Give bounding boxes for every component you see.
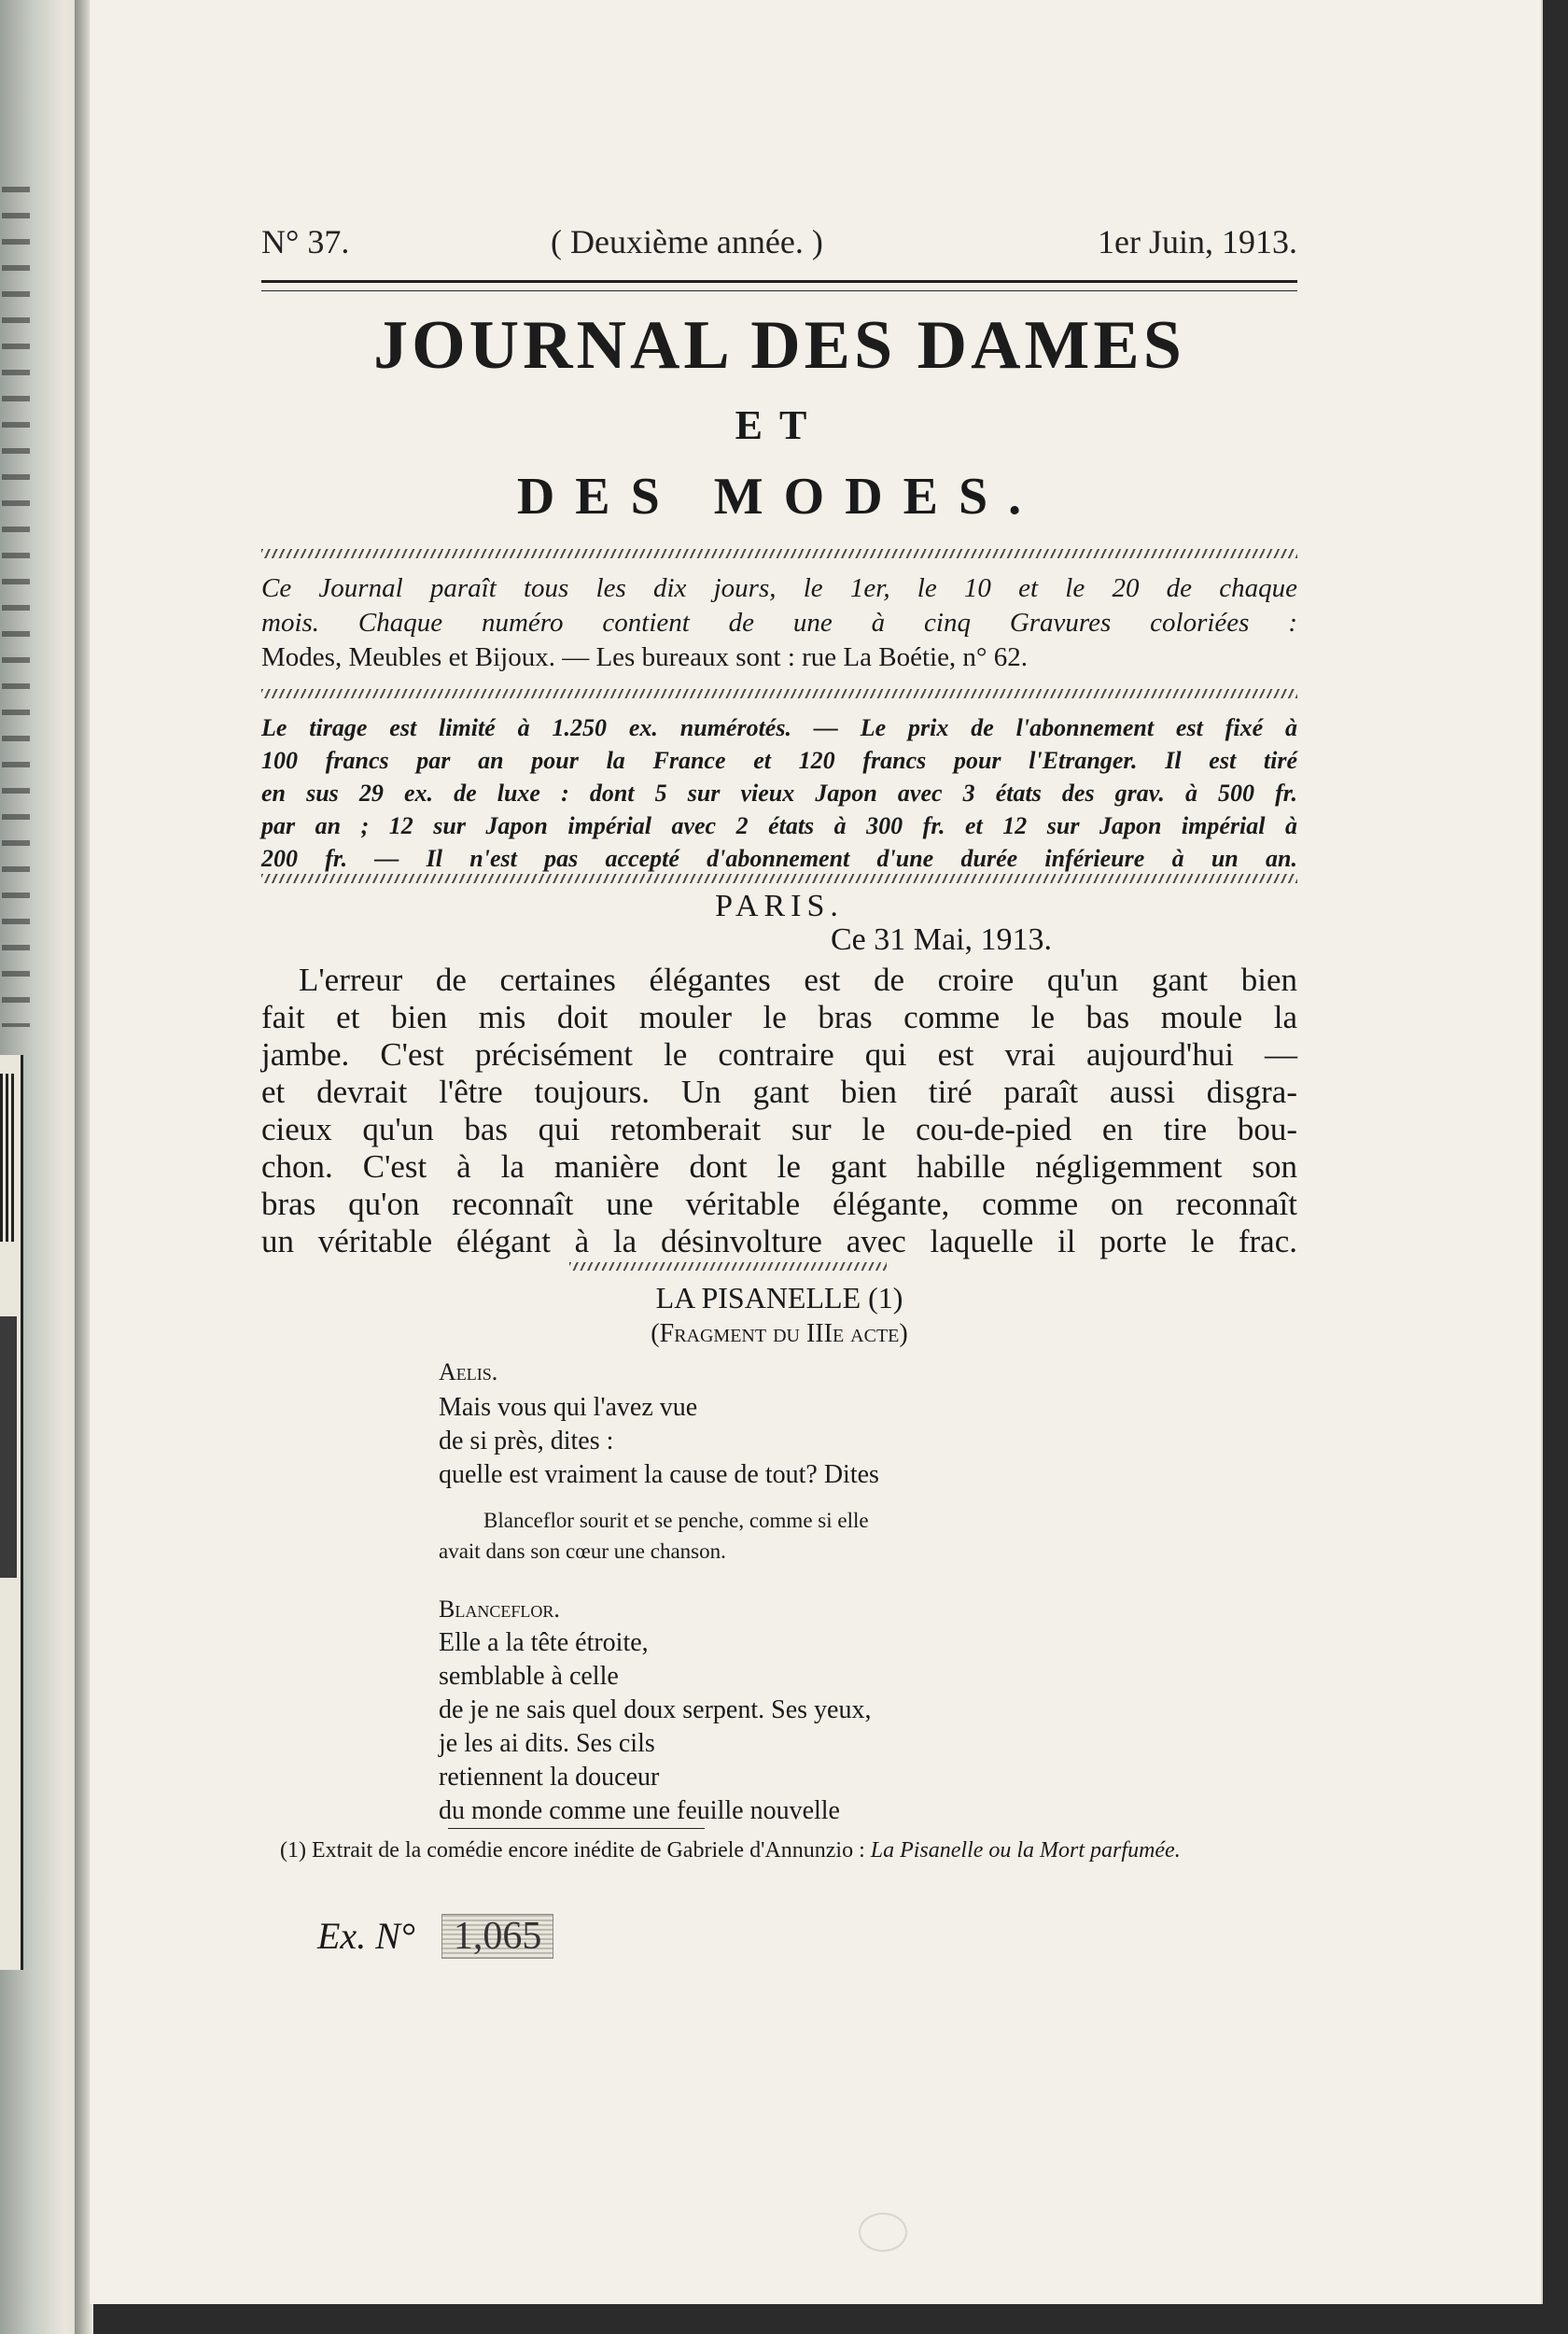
zigzag-rule-1 [261,549,1297,558]
masthead-title: JOURNAL DES DAMES [373,307,1185,384]
speaker-blanceflor: Blanceflor. [439,1596,560,1623]
masthead-et: ET [735,402,824,448]
verse-line: Mais vous qui l'avez vue [439,1393,698,1422]
footnote [280,1835,1297,1865]
journal-page [90,0,1541,2304]
verse-line: du monde comme une feuille nouvelle [439,1796,840,1825]
verse-line: de si près, dites : [439,1427,614,1455]
verse-line: je les ai dits. Ses cils [439,1729,655,1758]
article-line: jambe. C'est précisément le contraire qui est vrai aujourd'hui — [261,1036,1297,1073]
notice-line: 200 fr. — Il n'est pas accepté d'abonnement d'une durée inférieure à un an. [261,845,1297,872]
poem-title: LA PISANELLE (1) [655,1281,903,1315]
notice-line: Ce Journal paraît tous les dix jours, le 1er, le 10 et le 20 de chaque [261,573,1297,603]
stage-direction [439,1505,869,1567]
footnote-rule [448,1828,705,1829]
zigzag-rule-3 [261,874,1297,883]
verse-line: quelle est vraiment la cause de tout? Dites [439,1460,879,1489]
stage-line: avait dans son cœur une chanson. [439,1540,726,1563]
article-line: cieux qu'un bas qui retomberait sur le cou-de-pied en tire bou- [261,1111,1297,1147]
article-line: L'erreur de certaines élégantes est de croire qu'un gant bien [299,962,1297,998]
adjacent-page-edge [0,0,86,2334]
issue-year: ( Deuxième année. ) [551,223,823,260]
notice-publication [261,571,1297,675]
blind-stamp-mark [859,2213,907,2252]
article-line: un véritable élégant à la désinvolture avec laquelle il porte le frac. [261,1223,1297,1259]
notice-subscription [261,711,1297,875]
adjacent-illustration-dark [0,1316,17,1578]
article-body [261,962,1297,1260]
issue-header [261,222,1297,263]
article-place: PARIS. [715,889,844,923]
notice-line: par an ; 12 sur Japon impérial avec 2 états à 300 fr. et 12 sur Japon impérial à [261,812,1297,839]
issue-number: N° 37. [261,223,350,260]
footnote-title: La Pisanelle ou la Mort parfumée. [870,1838,1181,1863]
header-rule [261,280,1297,291]
notice-line: mois. Chaque numéro contient de une à cinq Gravures coloriées : [261,608,1297,638]
notice-line: en sus 29 ex. de luxe : dont 5 sur vieux Japon avec 3 états des grav. à 500 fr. [261,780,1297,807]
verse-line: Elle a la tête étroite, [439,1628,649,1657]
verse-line: retiennent la douceur [439,1763,660,1792]
issue-date: 1er Juin, 1913. [1098,223,1297,260]
article-line: bras qu'on reconnaît une véritable élégante, comme on reconnaît [261,1186,1297,1222]
verse-line: semblable à celle [439,1662,619,1691]
notice-line: Modes, Meubles et Bijoux. — Les bureaux sont : rue La Boétie, n° 62. [261,642,1029,672]
footnote-text: (1) Extrait de la comédie encore inédite de Gabriele d'Annunzio : [280,1838,865,1863]
adjacent-page-illustration [0,1055,23,1970]
copy-number [317,1914,553,1959]
article-line: et devrait l'être toujours. Un gant bien tiré paraît aussi disgra- [261,1074,1297,1110]
adjacent-illustration-stripes [0,1074,17,1242]
verse-line: de je ne sais quel doux serpent. Ses yeux, [439,1695,872,1724]
verse-aelis [439,1391,879,1492]
zigzag-rule-4 [569,1262,887,1271]
stage-line: Blanceflor sourit et se penche, comme si elle [483,1509,869,1532]
adjacent-page-ornament [2,187,30,1027]
article-date: Ce 31 Mai, 1913. [831,922,1053,957]
speaker-aelis: Aelis. [439,1358,498,1385]
notice-line: 100 francs par an pour la France et 120 francs pour l'Etranger. Il est tiré [261,747,1297,774]
copy-label: Ex. N° [317,1915,415,1957]
poem-subtitle: (Fragment du IIIe acte) [651,1319,908,1348]
copy-stamp: 1,065 [441,1914,554,1959]
article-line: fait et bien mis doit mouler le bras comme le bas moule la [261,999,1297,1035]
notice-line: Le tirage est limité à 1.250 ex. numérotés. — Le prix de l'abonnement est fixé à [261,714,1297,741]
article-line: chon. C'est à la manière dont le gant habille négligemment son [261,1148,1297,1185]
zigzag-rule-2 [261,689,1297,698]
masthead-subtitle: DES MODES. [516,468,1043,526]
verse-blanceflor [439,1626,871,1828]
